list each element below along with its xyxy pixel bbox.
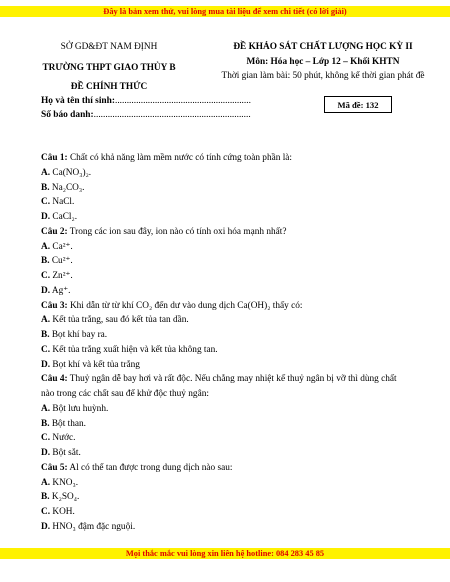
question-text: Thuỷ ngân dễ bay hơi và rất độc. Nếu chẳng may nhiệt kế thuỷ ngân bị vỡ thì dùng chất nào trong các chất sau để khử độc thuỷ ngân: [41,374,397,399]
option-formula: CaCl₂. [52,212,78,222]
question-label: Câu 5: [41,462,68,473]
option-a: A. KNO₃. [41,477,79,488]
option-c: C. Zn²⁺. [41,271,73,281]
question-label: Câu 3: [41,300,68,311]
question-label: Câu 2: [41,226,68,237]
option-formula: Ca(NO₃)₂. [52,167,92,178]
option-c: C. Nước. [41,433,76,444]
option-a: A. Ca(NO₃)₂. [41,167,92,178]
option-c: C. Kết tủa trắng xuất hiện và kết tủa không tan. [41,344,218,355]
question-3 [41,299,411,314]
exam-title: ĐỀ KHẢO SÁT CHẤT LƯỢNG HỌC KỲ II [233,42,413,52]
candidate-id-label: Số báo danh: [41,110,94,120]
option-c: C. KOH. [41,507,75,517]
exam-subject: Môn: Hóa học – Lớp 12 – Khối KHTN [246,57,400,67]
school-name: TRƯỜNG THPT GIAO THỦY B [42,63,176,73]
option-d: D. CaCl₂. [41,212,78,222]
option-formula: Ca²⁺. [52,241,73,252]
option-a: A. Ca²⁺. [41,241,73,252]
candidate-id-field [41,110,251,120]
official-label: ĐỀ CHÍNH THỨC [70,82,148,92]
question-label: Câu 1: [41,153,68,163]
candidate-name-label: Họ và tên thí sinh: [41,96,115,106]
option-formula: K₂SO₄. [51,492,80,503]
candidate-name-field [41,96,251,106]
option-d: D. HNO₃ đậm đặc nguội. [41,521,136,532]
question-list [41,151,411,535]
question-text: Trong các ion sau đây, ion nào có tính oxi hóa mạnh nhất? [69,226,287,237]
department-name: SỞ GD&ĐT NAM ĐỊNH [60,42,158,52]
option-formula: HNO₃ đậm đặc nguội. [52,521,136,532]
option-a: A. Bột lưu huỳnh. [41,403,109,414]
option-formula: NaCl. [52,197,75,208]
option-d: D. Bọt khí và kết tủa trắng [41,359,140,370]
option-c: C. NaCl. [41,197,75,208]
option-b: B. Na₂CO₃. [41,182,85,193]
option-d: D. Bột sắt. [41,448,81,458]
option-d: D. Ag⁺. [41,285,71,296]
question-5 [41,461,411,476]
option-b: B. Bột than. [41,418,86,429]
candidate-name-dots: .......................................................... [114,96,251,106]
option-formula: Ag⁺. [51,285,71,296]
preview-banner: Đây là bản xem thử, vui lòng mua tài liệu để xem chi tiết (có lời giải) [0,6,450,17]
exam-code-box: Mã đề: 132 [324,96,392,113]
option-formula: Cu²⁺. [51,256,73,267]
option-a: A. Kết tủa trắng, sau đó kết tủa tan dần. [41,315,189,326]
option-formula: Na₂CO₃. [51,182,85,193]
question-label: Câu 4: [41,374,68,385]
question-text: Chất có khả năng làm mềm nước có tính cứng toàn phần là: [69,153,292,163]
question-1 [41,151,411,166]
option-b: B. Cu²⁺. [41,256,73,267]
option-formula: KOH. [52,507,75,517]
candidate-id-dots: ................................................................... [93,110,251,120]
question-text: Khi dẫn từ từ khí CO₂ đến dư vào dung dịch Ca(OH)₂ thấy có: [69,300,303,311]
exam-time: Thời gian làm bài: 50 phút, không kể thời gian phát đề [221,71,425,81]
hotline-banner: Mọi thắc mắc vui lòng xin liên hệ hotline: 084 283 45 85 [0,548,450,559]
option-formula: Zn²⁺. [52,271,73,281]
option-b: B. K₂SO₄. [41,492,80,503]
question-2 [41,225,411,240]
question-text: Al có thể tan được trong dung dịch nào sau: [69,462,233,473]
question-4 [41,372,411,402]
option-formula: KNO₃. [52,477,79,488]
option-b: B. Bọt khí bay ra. [41,330,108,340]
